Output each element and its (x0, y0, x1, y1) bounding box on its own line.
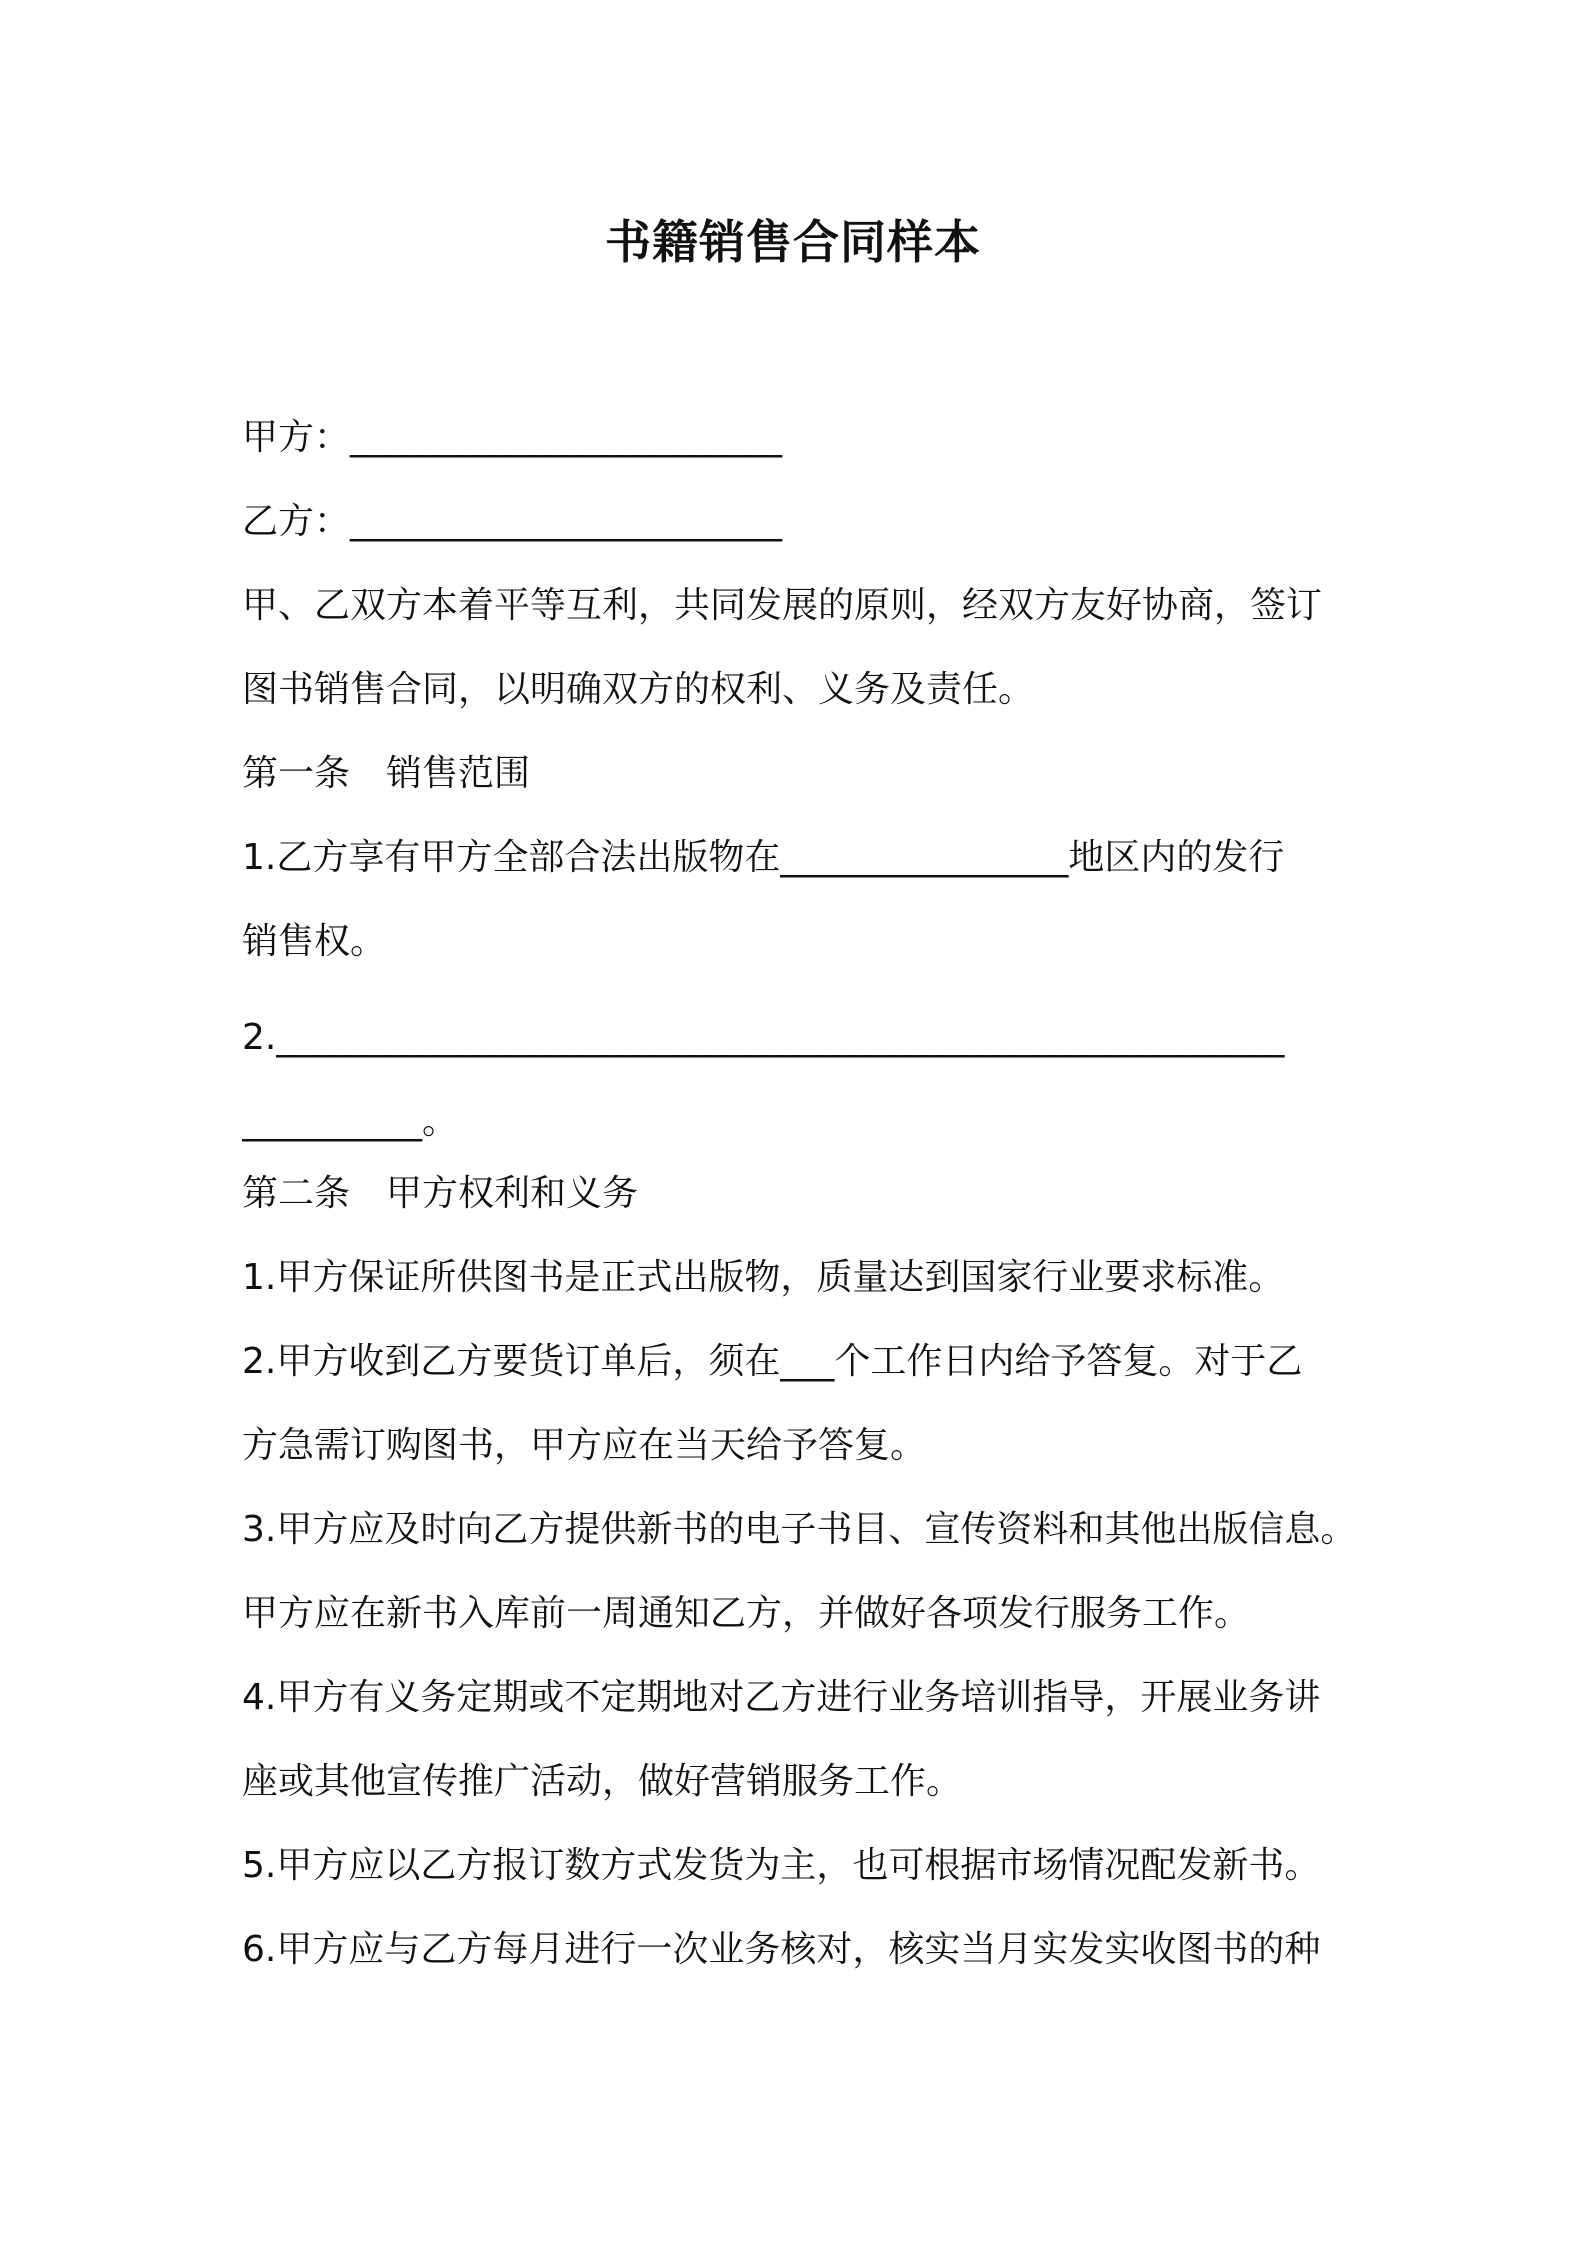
article-2-clause-2-line-1: 2.甲方收到乙方要货订单后，须在___个工作日内给予答复。对于乙 (242, 1341, 1303, 1382)
document-title: 书籍销售合同样本 (605, 215, 981, 269)
article-2-clause-4-line-2: 座或其他宣传推广活动，做好营销服务工作。 (242, 1761, 963, 1802)
party-a-line: 甲方：________________________ (242, 417, 783, 458)
article-1-clause-2-line-1: 2.________________________________________________________ (242, 1017, 1285, 1058)
article-2-clause-2-line-2: 方急需订购图书，甲方应在当天给予答复。 (242, 1425, 927, 1466)
article-2-clause-1: 1.甲方保证所供图书是正式出版物，质量达到国家行业要求标准。 (242, 1257, 1285, 1298)
preamble-line-1: 甲、乙双方本着平等互利，共同发展的原则，经双方友好协商，签订 (242, 585, 1323, 626)
party-b-line: 乙方：________________________ (242, 501, 783, 542)
article-1-clause-2-line-2: __________。 (242, 1101, 459, 1142)
article-1-clause-1-line-2: 销售权。 (242, 921, 387, 962)
article-2-clause-3-line-2: 甲方应在新书入库前一周通知乙方，并做好各项发行服务工作。 (242, 1593, 1251, 1634)
article-2-heading: 第二条 甲方权利和义务 (242, 1173, 639, 1214)
article-2-clause-6-line-1: 6.甲方应与乙方每月进行一次业务核对，核实当月实发实收图书的种 (242, 1929, 1321, 1970)
article-2-clause-4-line-1: 4.甲方有义务定期或不定期地对乙方进行业务培训指导，开展业务讲 (242, 1677, 1321, 1718)
preamble-line-2: 图书销售合同，以明确双方的权利、义务及责任。 (242, 669, 1035, 710)
article-2-clause-3-line-1: 3.甲方应及时向乙方提供新书的电子书目、宣传资料和其他出版信息。 (242, 1509, 1357, 1550)
article-1-heading: 第一条 销售范围 (242, 753, 531, 794)
article-1-clause-1-line-1: 1.乙方享有甲方全部合法出版物在________________地区内的发行 (242, 837, 1285, 878)
article-2-clause-5: 5.甲方应以乙方报订数方式发货为主，也可根据市场情况配发新书。 (242, 1845, 1321, 1886)
